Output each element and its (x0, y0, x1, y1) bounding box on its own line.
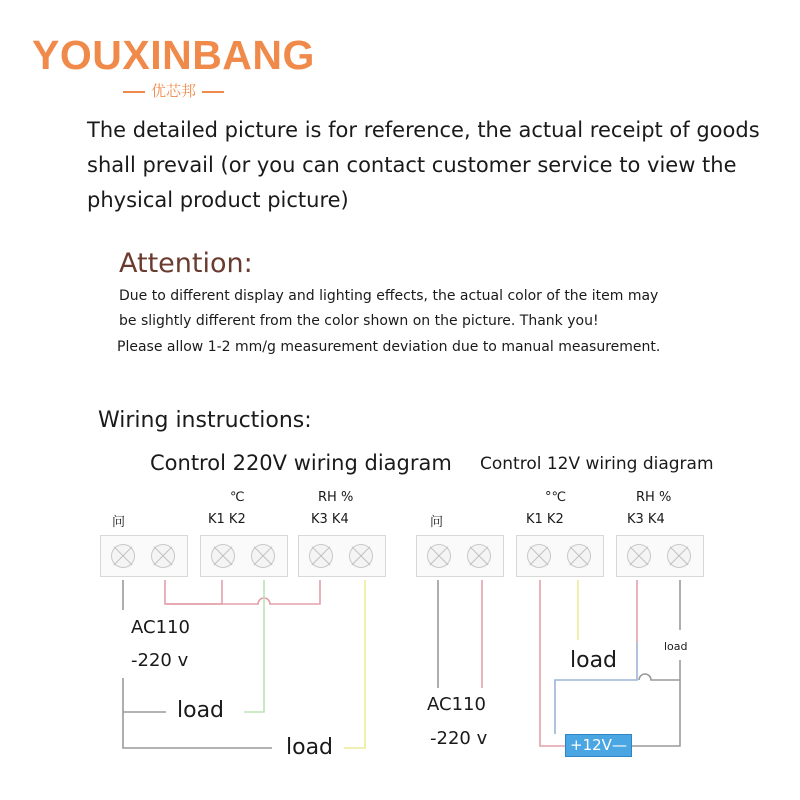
wiring-title: Wiring instructions: (98, 408, 312, 433)
reference-notice: The detailed picture is for reference, the actual receipt of goods shall prevail (or you can contact customer service to view the physical product picture) (87, 118, 760, 212)
terminal-block-220-power (100, 535, 188, 577)
screw-icon (349, 544, 373, 568)
wire-12-red-k1 (540, 580, 565, 746)
screw-icon (527, 544, 551, 568)
wire-220-red-power-k1 (165, 580, 222, 604)
attention-line-3: Please allow 1-2 mm/g measurement deviation due to manual measurement. (117, 339, 661, 355)
screw-icon (467, 544, 491, 568)
wire-220-green-k2 (244, 580, 264, 712)
label-12-supply-line2: -220 v (430, 728, 488, 749)
label-12-temp-symbol: °℃ (545, 490, 567, 505)
attention-title: Attention: (119, 248, 253, 279)
screw-icon (251, 544, 275, 568)
label-220-temp-symbol: ℃ (230, 490, 245, 505)
terminal-block-12-power (416, 535, 504, 577)
label-12-humidity-symbol: RH % (636, 490, 672, 505)
label-12-humidity-terminals: K3 K4 (627, 512, 665, 527)
label-220-humidity-terminals: K3 K4 (311, 512, 349, 527)
screw-icon (309, 544, 333, 568)
label-220-load-1: load (177, 698, 225, 723)
label-12-supply-line1: AC110 (427, 694, 486, 715)
label-12-temp-terminals: K1 K2 (526, 512, 564, 527)
label-220-load-2: load (286, 735, 334, 760)
screw-icon (111, 544, 135, 568)
label-220-power: 问 (112, 515, 126, 530)
screw-icon (211, 544, 235, 568)
brand-logo: YOUXINBANG (32, 32, 315, 78)
screw-icon (667, 544, 691, 568)
screw-icon (427, 544, 451, 568)
label-12-power: 问 (430, 515, 444, 530)
wire-220-red-power-k3 (165, 580, 320, 604)
label-12-load-1: load (570, 648, 618, 673)
terminal-block-220-humidity (298, 535, 386, 577)
label-220-supply-line1: AC110 (131, 617, 190, 638)
battery-12v: +12V— (565, 734, 632, 757)
wire-12-gray-load-return (639, 660, 680, 680)
screw-icon (151, 544, 175, 568)
label-220-temp-terminals: K1 K2 (208, 512, 246, 527)
attention-line-2: be slightly different from the color shown on the picture. Thank you! (119, 313, 599, 329)
diagram-12v-title: Control 12V wiring diagram (480, 454, 714, 474)
terminal-block-220-temp (200, 535, 288, 577)
terminal-block-12-temp (516, 535, 604, 577)
diagram-220v-title: Control 220V wiring diagram (150, 451, 452, 475)
label-220-supply-line2: -220 v (131, 650, 189, 671)
screw-icon (627, 544, 651, 568)
screw-icon (567, 544, 591, 568)
label-220-humidity-symbol: RH % (318, 490, 354, 505)
label-12-load-2: load (664, 640, 688, 653)
attention-line-1: Due to different display and lighting effects, the actual color of the item may (119, 288, 659, 304)
wire-12-gray-battery-neg (632, 680, 680, 746)
wire-220-yellow-k4 (344, 580, 365, 748)
brand-subtitle-text: 优芯邦 (151, 82, 197, 100)
terminal-block-12-humidity (616, 535, 704, 577)
